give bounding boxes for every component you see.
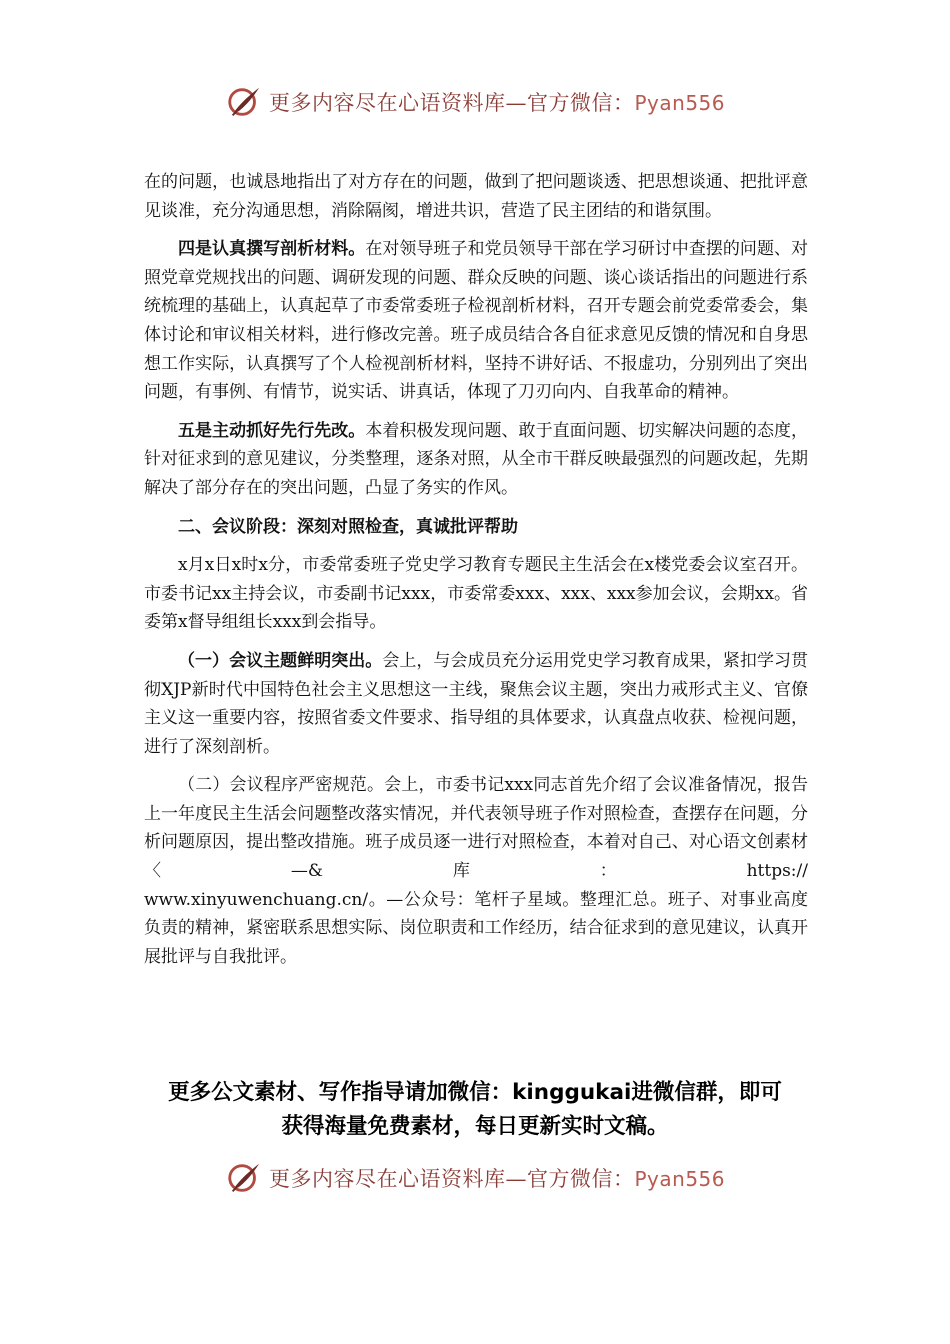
promo-line-1: 更多公文素材、写作指导请加微信：kinggukai进微信群，即可 bbox=[168, 1080, 782, 1105]
paragraph-five-body: 本着积极发现问题、敢于直面问题、切实解决问题的态度，针对征求到的意见建议，分类整理，逐条对照，从全市干群反映最强烈的问题改起，先期解决了部分存在的突出问题，凸显了务实的作风。 bbox=[144, 420, 809, 498]
paragraph-continuation: 在的问题，也诚恳地指出了对方存在的问题，做到了把问题谈透、把思想谈通、把批评意见谈准，充分沟通思想，消除隔阂，增进共识，营造了民主团结的和谐氛围。 bbox=[144, 172, 808, 221]
header-wechat-id: Pyan556 bbox=[634, 91, 725, 115]
header-banner bbox=[0, 80, 950, 124]
meeting-procedure-paragraph: （二）会议程序严密规范。会上，市委书记xxx同志首先介绍了会议准备情况，报告上一年度民主生活会问题整改落实情况，并代表领导班子作对照检查，查摆存在问题，分析问题原因，提出整改措施。班子成员逐一进行对照检查，本着对自己、对心语文创素材〈—&库：https:// bbox=[144, 775, 808, 882]
quill-logo-icon bbox=[225, 1159, 263, 1197]
meeting-intro-paragraph: x月x日x时x分，市委常委班子党史学习教育专题民主生活会在x楼党委会议室召开。市委书记xx主持会议，市委副书记xxx，市委常委xxx、xxx、xxx参加会议，会期xx。省委第x督导组组长xxx到会指导。 bbox=[144, 555, 808, 633]
paragraph-four-lead: 四是认真撰写剖析材料。 bbox=[178, 239, 366, 260]
paragraph-four-body: 在对领导班子和党员领导干部在学习研讨中查摆的问题、对照党章党规找出的问题、调研发现的问题、群众反映的问题、谈心谈话指出的问题进行系统梳理的基础上，认真起草了市委常委班子检视剖析材料，召开专题会前党委常委会，集体讨论和审议相关材料，进行修改完善。班子成员结合各自征求意见反馈的情况和自身思想工作实际，认真撰写了个人检视剖析材料，坚持不讲好话、不报虚功，分别列出了突出问题，有事例、有情节，说实话、讲真话，体现了刀刃向内、自我革命的精神。 bbox=[144, 239, 809, 403]
meeting-procedure-continuation: www.xinyuwenchuang.cn/。—公众号：笔杆子星域。整理汇总。班子、对事业高度负责的精神，紧密联系思想实际、岗位职责和工作经历，结合征求到的意见建议，认真开展批评与自我批评。 bbox=[144, 889, 808, 967]
promo-line-2: 获得海量免费素材，每日更新实时文稿。 bbox=[281, 1114, 669, 1139]
meeting-theme-lead: （一）会议主题鲜明突出。 bbox=[178, 650, 383, 671]
meeting-theme-body: 会上，与会成员充分运用党史学习教育成果，紧扣学习贯彻XJP新时代中国特色社会主义思想这一主线，聚焦会议主题，突出力戒形式主义、官僚主义这一重要内容，按照省委文件要求、指导组的具体要求，认真盘点收获、检视问题，进行了深刻剖析。 bbox=[144, 650, 809, 757]
footer-wechat-id: Pyan556 bbox=[634, 1167, 725, 1191]
promo-notice bbox=[130, 1076, 820, 1144]
paragraph-five-lead: 五是主动抓好先行先改。 bbox=[178, 420, 366, 441]
paragraph-five bbox=[144, 417, 808, 503]
quill-logo-icon bbox=[225, 83, 263, 121]
document-body bbox=[144, 168, 808, 981]
footer-banner-text: 更多内容尽在心语资料库—官方微信：Pyan556 bbox=[268, 1167, 725, 1191]
header-banner-text: 更多内容尽在心语资料库—官方微信：Pyan556 bbox=[268, 91, 725, 115]
footer-banner bbox=[0, 1156, 950, 1200]
meeting-theme-paragraph bbox=[144, 647, 808, 761]
paragraph-four bbox=[144, 235, 808, 407]
section-heading: 二、会议阶段：深刻对照检查，真诚批评帮助 bbox=[178, 516, 518, 537]
